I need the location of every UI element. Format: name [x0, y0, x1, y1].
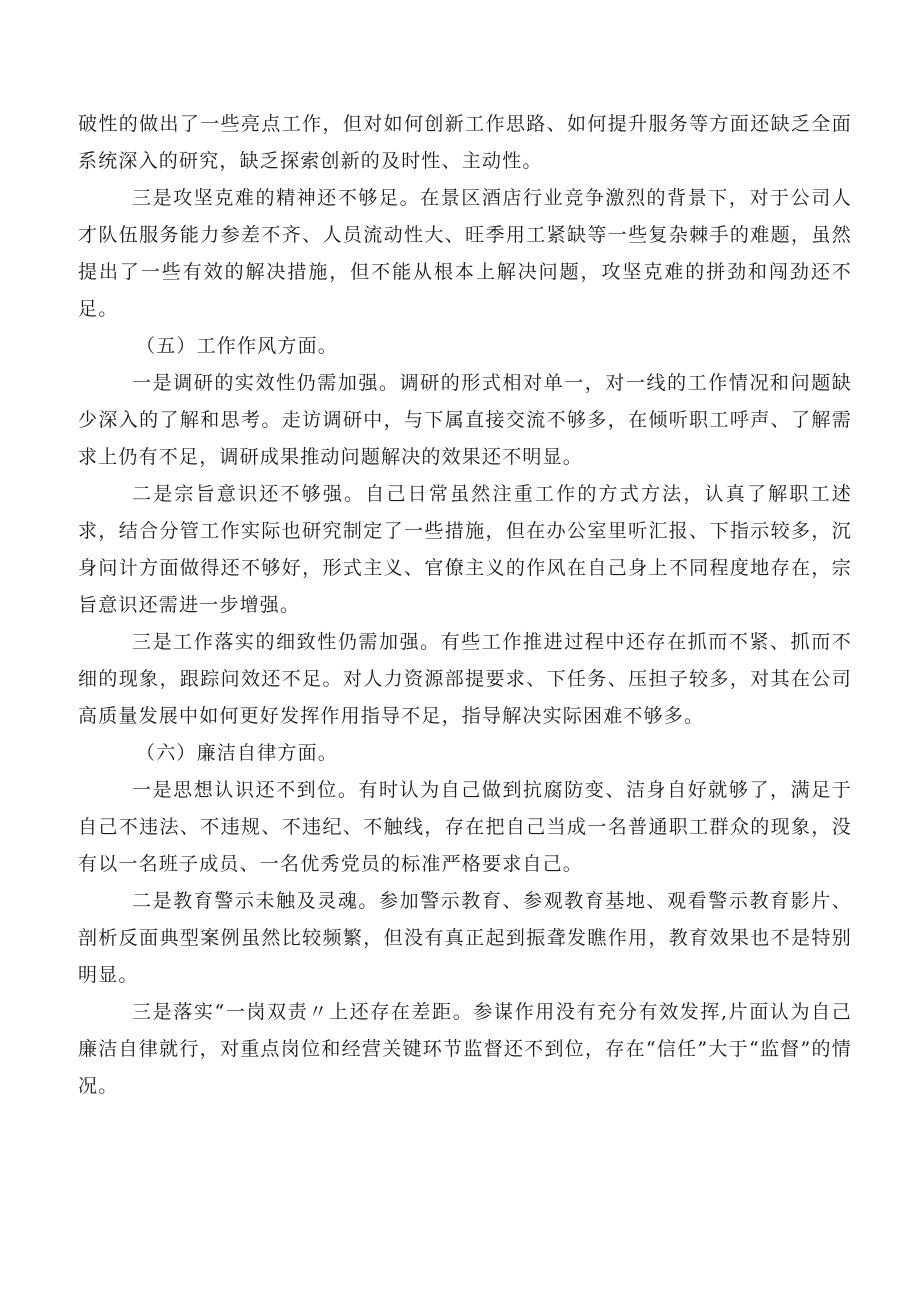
paragraph-point-3: 三是落实“一岗双责〃上还存在差距。参谋作用没有充分有效发挥,片面认为自己廉洁自律就行，对重点岗位和经营关键环节监督还不到位，存在“信任”大于“监督”的情况。: [78, 1001, 852, 1097]
paragraph-point-1: 一是思想认识还不到位。有时认为自己做到抗腐防变、洁身自好就够了，满足于自己不违法、不违规、不违纪、不触线，存在把自己当成一名普通职工群众的现象，没有以一名班子成员、一名优秀党员的标准严格要求自己。: [78, 779, 852, 875]
paragraph-point-3: 三是攻坚克难的精神还不够足。在景区酒店行业竞争激烈的背景下，对于公司人才队伍服务能力参差不齐、人员流动性大、旺季用工紧缺等一些复杂棘手的难题，虽然提出了一些有效的解决措施，但不能从根本上解决问题，攻坚克难的拼劲和闯劲还不足。: [78, 187, 852, 320]
section-heading-5: （五）工作作风方面。: [136, 335, 339, 357]
paragraph-point-1: 一是调研的实效性仍需加强。调研的形式相对单一，对一线的工作情况和问题缺少深入的了解和思考。走访调研中，与下属直接交流不够多，在倾听职工呼声、了解需求上仍有不足，调研成果推动问题解决的效果还不明显。: [78, 372, 852, 468]
paragraph-point-3: 三是工作落实的细致性仍需加强。有些工作推进过程中还存在抓而不紧、抓而不细的现象，跟踪问效还不足。对人力资源部提要求、下任务、压担子较多，对其在公司高质量发展中如何更好发挥作用指导不足，指导解决实际困难不够多。: [78, 631, 852, 727]
section-heading-6: （六）廉洁自律方面。: [136, 742, 339, 764]
paragraph-point-2: 二是教育警示未触及灵魂。参加警示教育、参观教育基地、观看警示教育影片、剖析反面典型案例虽然比较频繁，但没有真正起到振聋发瞧作用，教育效果也不是特别明显。: [78, 890, 852, 986]
paragraph-point-2: 二是宗旨意识还不够强。自己日常虽然注重工作的方式方法，认真了解职工述求，结合分管工作实际也研究制定了一些措施，但在办公室里听汇报、下指示较多，沉身问计方面做得还不够好，形式主义、官僚主义的作风在自己身上不同程度地存在，宗旨意识还需进一步增强。: [78, 483, 852, 616]
paragraph-continuation: 破性的做出了一些亮点工作，但对如何创新工作思路、如何提升服务等方面还缺乏全面系统深入的研究，缺乏探索创新的及时性、主动性。: [78, 113, 852, 172]
